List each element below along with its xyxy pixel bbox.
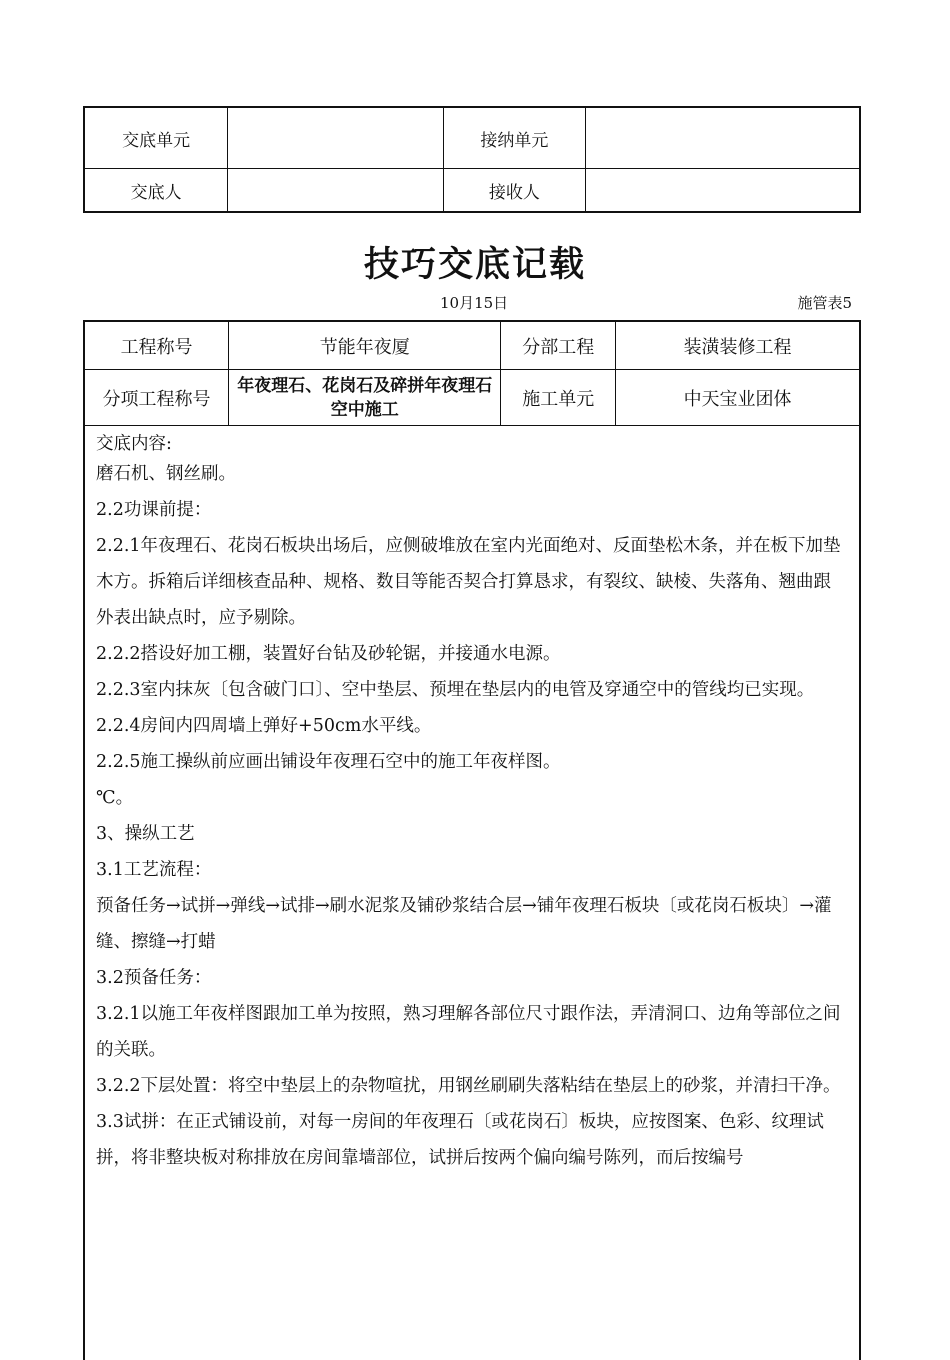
content-line: 3、操纵工艺 [96,824,195,844]
content-line: 3.2预备任务： [96,968,212,988]
content-line: ℃。 [96,788,134,808]
handover-person-label: 交底人 [84,169,228,213]
form-number: 施管表5 [797,294,852,312]
content-line: 预备任务→试拼→弹线→试排→刷水泥浆及铺砂浆结合层→铺年夜理石板块〔或花岗石板块〕→灌缝、擦缝→打蜡 [96,896,832,952]
handover-row-unit [84,107,860,169]
subitem-label: 分项工程称号 [85,370,229,426]
project-name-label: 工程称号 [85,322,229,370]
project-info-table [85,322,859,426]
division-value: 装潢装修工程 [616,322,859,370]
content-line: 3.1工艺流程： [96,860,212,880]
content-line: 2.2功课前提： [96,500,212,520]
handover-table [83,106,861,213]
receiving-unit-value [586,107,860,169]
record-table [83,320,861,1360]
content-line: 2.2.1年夜理石、花岗石板块出场后，应侧破堆放在室内光面绝对、反面垫松木条，并在板下加垫木方。拆箱后详细核查品种、规格、数目等能否契合打算恳求，有裂纹、缺棱、失落角、翘曲跟外表出缺点时，应予剔除。 [96,536,841,628]
handover-person-value [228,169,443,213]
record-date: 10月15日 [440,294,509,312]
page-title: 技巧交底记载 [363,245,586,285]
handover-content [85,426,859,1176]
content-line: 2.2.4房间内四周墙上弹好+50cm水平线。 [96,716,432,736]
subitem-row [85,370,859,426]
handover-row-person [84,169,860,213]
subitem-value: 年夜理石、花岗石及碎拼年夜理石空中施工 [229,370,501,426]
division-label: 分部工程 [501,322,616,370]
content-line: 磨石机、钢丝刷。 [96,464,236,484]
content-label: 交底内容: [96,434,172,454]
receiver-value [586,169,860,213]
content-line: 3.2.1以施工年夜样图跟加工单为按照，熟习理解各部位尺寸跟作法，弄清洞口、边角等部位之间的关联。 [96,1004,841,1060]
project-name-value: 节能年夜厦 [229,322,501,370]
receiver-label: 接收人 [443,169,586,213]
content-line: 2.2.2搭设好加工棚，装置好台钻及砂轮锯，并接通水电源。 [96,644,561,664]
construction-unit-label: 施工单元 [501,370,616,426]
content-line: 2.2.3室内抹灰〔包含破门口〕、空中垫层、预埋在垫层内的电管及穿通空中的管线均已实现。 [96,680,815,700]
receiving-unit-label: 接纳单元 [443,107,586,169]
construction-unit-value: 中天宝业团体 [616,370,859,426]
project-row [85,322,859,370]
handover-unit-value [228,107,443,169]
handover-unit-label: 交底单元 [84,107,228,169]
content-line: 2.2.5施工操纵前应画出铺设年夜理石空中的施工年夜样图。 [96,752,561,772]
content-line: 3.3试拼：在正式铺设前，对每一房间的年夜理石〔或花岗石〕板块，应按图案、色彩、纹理试拼，将非整块板对称排放在房间靠墙部位，试拼后按两个偏向编号陈列，而后按编号 [96,1112,824,1168]
content-line: 3.2.2下层处置：将空中垫层上的杂物喧扰，用钢丝刷刷失落粘结在垫层上的砂浆，并清扫干净。 [96,1076,841,1096]
